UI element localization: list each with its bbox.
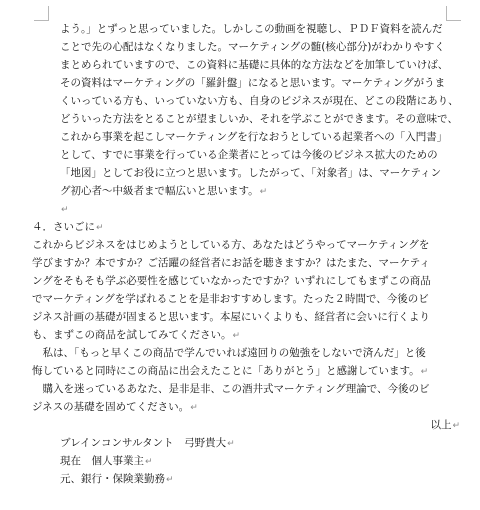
text-line: 「地図」としてお役に立つと思います。したがって、「対象者」は、マーケティン [60,167,442,179]
empty-line [60,200,460,218]
text-line: よう。」とずっと思っていました。しかしこの動画を視聴し、ＰＤＦ資料を読んだ [60,23,443,35]
closing-mark: 以上↵ [430,419,460,431]
text-line: グ初心者～中級者まで幅広いと思います。↵ [60,185,268,197]
signature-line: 現在 個人事業主↵ [60,455,153,467]
text-line: くいっている方も、いっていない方も、自身のビジネスが現在、どこの段階にあり、 [60,95,459,107]
text-line: これから事業を起こしマーケティングを行なおうとしている起業者への「入門書」 [60,131,448,143]
page-corner-mark-top-right [446,6,461,21]
section-heading: ４．さいごに↵ [32,221,104,233]
text-line: として、すでに事業を行っている企業者にとっては今後のビジネス拡大のための [60,149,438,161]
text-line: でマーケティングを学ばれることを是非おすすめします。たった２時間で、今後のビ [32,293,429,305]
paragraph-mark-icon: ↵ [145,457,153,467]
text-line: ングをそもそも学ぶ必要性を感じていなかったですか？いずれにしてもまずこの商品 [32,275,431,287]
paragraph-mark-icon: ↵ [96,223,104,233]
text-line: ジネスの基礎を固めてください。↵ [32,401,198,413]
text-line: ことで先の心配はなくなりました。マーケティングの髄(核心部分)がわかりやすく [60,41,445,53]
text-line: 購入を迷っているあなた、是非是非、この酒井式マーケティング理論で、今後のビ [32,383,430,395]
paragraph-mark-icon: ↵ [61,205,69,215]
paragraph-mark-icon: ↵ [259,187,268,197]
text-line: 学びますか？本ですか？ご活躍の経営者にお話を聴きますか？はたまた、マーケティ [32,257,430,269]
paragraph-mark-icon: ↵ [190,403,198,413]
text-line: ジネス計画の基礎が固まると思います。本屋にいくよりも、経営者に会いに行くより [32,311,430,323]
text-line: どういった方法をとることが望ましいか、それを学ぶことができます。その意味で、 [60,113,458,125]
paragraph-mark-icon: ↵ [227,439,235,449]
signature-line: 元、銀行・保険業勤務↵ [60,473,174,485]
text-line: これからビジネスをはじめようとしている方、あなたはどうやってマーケティングを [32,239,430,251]
text-line: その資料はマーケティングの「羅針盤」になると思います。マーケティングがうま [60,77,446,89]
text-line: 私は、「もっと早くこの商品で学んでいれば遠回りの勉強をしないで済んだ」と後 [32,347,426,359]
signature-line: ブレインコンサルタント 弓野貴大↵ [60,437,235,449]
page-corner-mark-top-left [34,6,49,21]
text-line: 悔していると同時にこの商品に出会えたことに「ありがとう」と感謝しています。↵ [32,365,429,377]
paragraph-mark-icon: ↵ [420,367,429,377]
paragraph-mark-icon: ↵ [232,331,241,341]
text-line: も、まずこの商品を試してみてください。↵ [32,329,241,341]
text-line: まとめられていますので、この資料に基礎に具体的な方法などを加筆していけば、 [60,59,449,71]
paragraph-mark-icon: ↵ [166,475,174,485]
paragraph-mark-icon: ↵ [452,421,460,431]
